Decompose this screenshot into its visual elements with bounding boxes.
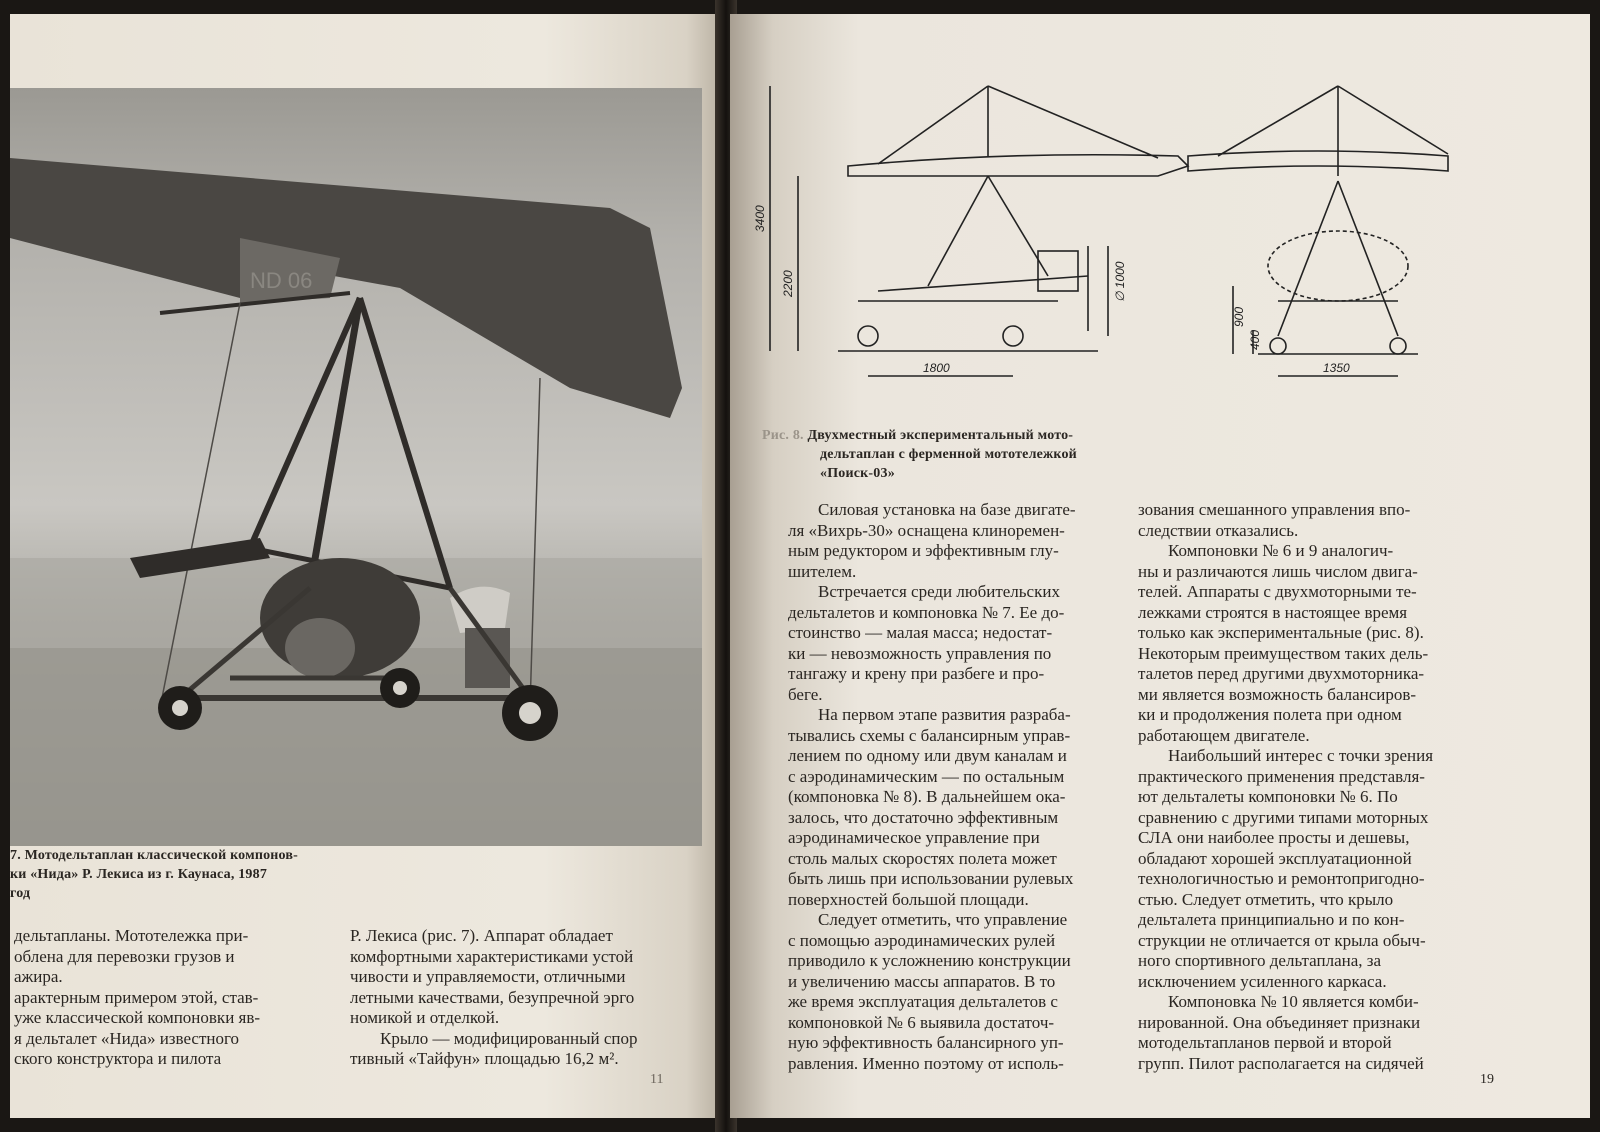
text-line: работающем двигателе.: [1138, 725, 1310, 745]
fig7-caption-line: ки «Нида» Р. Лекиса из г. Каунаса, 1987: [10, 867, 268, 882]
text-line: На первом этапе развития разраба-: [818, 705, 1071, 724]
fig8-caption-line: Двухместный экспериментальный мото-: [807, 428, 1074, 443]
text-line: тывались схемы с балансирным управ-: [788, 725, 1071, 745]
page-number-left: 11: [650, 1072, 664, 1087]
text-line: исключением усиленного каркаса.: [1138, 971, 1387, 991]
text-line: аэродинамическое управление при: [788, 828, 1040, 847]
text-line: и увеличению массы аппаратов. В то: [788, 971, 1056, 991]
text-line: зования смешанного управления впо-: [1138, 500, 1411, 519]
dim-height-wing: 2200: [781, 270, 795, 297]
text-line: групп. Пилот располагается на сидячей: [1138, 1053, 1424, 1073]
text-line: ажира.: [14, 967, 63, 986]
text-line: практического применения представля-: [1138, 766, 1425, 786]
text-line: дельтапланы. Мототележка при-: [14, 926, 249, 945]
text-line: с аэродинамическим — по остальным: [788, 766, 1065, 786]
left-column-2: [350, 926, 710, 1070]
trike-technical-drawing: [753, 76, 1458, 406]
text-line: тангажу и крену при разбеге и про-: [788, 664, 1045, 683]
text-line: ны и различаются лишь числом двига-: [1138, 561, 1418, 581]
text-line: Встречается среди любительских: [818, 582, 1060, 601]
fig7-caption-line: Мотодельтаплан классической компонов-: [24, 848, 299, 863]
text-line: поверхностей большой площади.: [788, 889, 1029, 909]
text-line: Р. Лекиса (рис. 7). Аппарат обладает: [350, 926, 613, 945]
text-line: Силовая установка на базе двигате-: [818, 500, 1076, 519]
fig8-caption-line: «Поиск-03»: [820, 466, 895, 481]
left-page: [10, 14, 722, 1118]
text-line: равления. Именно поэтому от исполь-: [788, 1053, 1064, 1073]
text-line: Компоновка № 10 является комби-: [1168, 992, 1419, 1011]
fig8-number: Рис. 8.: [762, 428, 804, 443]
text-line: (компоновка № 8). В дальнейшем ока-: [788, 787, 1066, 806]
text-line: комфортными характеристиками устой: [350, 946, 634, 966]
trike-photo: [10, 88, 702, 846]
text-line: номикой и отделкой.: [350, 1008, 500, 1027]
text-line: Компоновки № 6 и 9 аналогич-: [1168, 541, 1394, 560]
right-column-1: [788, 500, 1110, 1074]
text-line: беге.: [788, 684, 823, 704]
text-line: дельталетов и компоновка № 7. Ее до-: [788, 602, 1065, 622]
text-line: же время эксплуатация дельталетов с: [788, 992, 1058, 1011]
text-line: обладают хорошей эксплуатационной: [1138, 848, 1412, 868]
wing-marking: ND 06: [250, 268, 313, 293]
text-line: ки и продолжения полета при одном: [1138, 705, 1402, 724]
text-line: столь малых скоростях полета может: [788, 848, 1057, 868]
fig7-caption: [10, 846, 340, 903]
text-line: только как экспериментальные (рис. 8).: [1138, 623, 1424, 642]
text-line: я дельталет «Нида» известного: [14, 1028, 240, 1048]
text-line: стоинство — малая масса; недостат-: [788, 623, 1053, 642]
text-line: стью. Следует отметить, что крыло: [1138, 889, 1394, 909]
text-line: облена для перевозки грузов и: [14, 946, 235, 966]
text-line: Некоторым преимуществом таких дель-: [1138, 643, 1429, 663]
text-line: ного спортивного дельтаплана, за: [1138, 951, 1382, 970]
text-line: быть лишь при использовании рулевых: [788, 869, 1074, 888]
text-line: ского конструктора и пилота: [14, 1049, 222, 1068]
text-line: струкции не отличается от крыла обыч-: [1138, 930, 1426, 950]
text-line: Крыло — модифицированный спор: [380, 1028, 638, 1048]
text-line: СЛА они наиболее просты и дешевы,: [1138, 828, 1410, 847]
text-line: сравнению с другими типами моторных: [1138, 807, 1429, 827]
text-line: летными качествами, безупречной эрго: [350, 987, 635, 1007]
text-line: компоновкой № 6 выявила достаточ-: [788, 1012, 1055, 1032]
dim-propeller: ∅ 1000: [1113, 261, 1127, 302]
fig7-number: 7.: [10, 848, 21, 863]
dim-wheelbase: 1800: [923, 361, 950, 375]
text-line: лежками строятся в настоящее время: [1138, 602, 1408, 622]
right-page: [730, 14, 1590, 1118]
text-line: ют дельталеты компоновки № 6. По: [1138, 787, 1398, 806]
text-line: Наибольший интерес с точки зрения: [1168, 746, 1434, 765]
dim-seat-height: 900: [1232, 306, 1246, 327]
text-line: ми является возможность балансиров-: [1138, 684, 1417, 704]
text-line: уже классической компоновки яв-: [14, 1008, 261, 1027]
text-line: приводило к усложнению конструкции: [788, 951, 1071, 970]
page-number-right: 19: [1480, 1072, 1494, 1087]
text-line: лением по одному или двум каналам и: [788, 746, 1067, 765]
text-line: мотодельтапланов первой и второй: [1138, 1033, 1392, 1052]
fig7-caption-line: год: [10, 886, 31, 901]
text-line: телей. Аппараты с двухмоторными те-: [1138, 582, 1417, 601]
fig8-caption-line: дельтаплан с ферменной мототележкой: [820, 447, 1077, 462]
text-line: тивный «Тайфун» площадью 16,2 м².: [350, 1049, 619, 1068]
left-column-1: [14, 926, 334, 1070]
fig8-caption: [762, 426, 1122, 483]
text-line: нированной. Она объединяет признаки: [1138, 1012, 1421, 1032]
text-line: ля «Вихрь-30» оснащена клиноремен-: [788, 520, 1065, 540]
text-line: Следует отметить, что управление: [818, 910, 1068, 929]
right-column-2: [1138, 500, 1530, 1074]
dim-ground-clearance: 400: [1248, 329, 1262, 350]
text-line: залось, что достаточно эффективным: [788, 807, 1059, 827]
text-line: следствии отказались.: [1138, 520, 1299, 540]
text-line: дельталета принципиально и по кон-: [1138, 910, 1405, 929]
text-line: талетов перед другими двухмоторника-: [1138, 664, 1425, 683]
text-line: арактерным примером этой, став-: [14, 987, 259, 1007]
text-line: ки — невозможность управления по: [788, 643, 1052, 663]
dim-height-total: 3400: [753, 205, 767, 232]
text-line: шителем.: [788, 561, 857, 581]
text-line: чивости и управляемости, отличными: [350, 967, 626, 986]
text-line: технологичностью и ремонтопригодно-: [1138, 869, 1425, 888]
text-line: ным редуктором и эффективным глу-: [788, 541, 1059, 560]
text-line: с помощью аэродинамических рулей: [788, 930, 1056, 950]
dim-track: 1350: [1323, 361, 1350, 375]
text-line: ную эффективность балансирного уп-: [788, 1033, 1064, 1052]
